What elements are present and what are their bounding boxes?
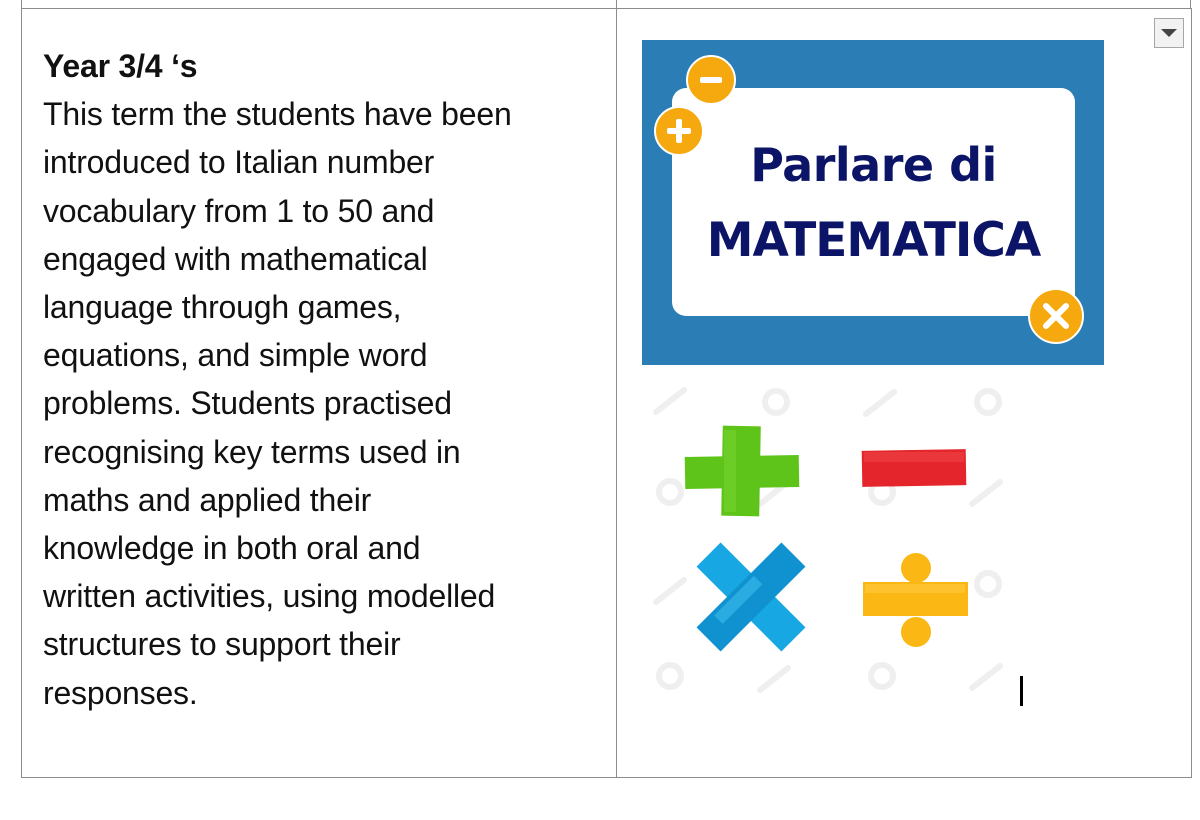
table-right-border (1190, 0, 1191, 8)
banner-title-line1: Parlare di (750, 138, 997, 192)
table-left-border (21, 0, 22, 8)
divide-icon (863, 553, 968, 647)
math-operations-image[interactable] (642, 380, 1022, 700)
minus-badge-icon (686, 55, 736, 105)
plus-badge-icon (654, 106, 704, 156)
times-badge-icon (1028, 288, 1084, 344)
parlare-di-matematica-banner[interactable] (642, 40, 1104, 365)
triangle-down-icon (1160, 28, 1178, 38)
banner-card (672, 88, 1075, 316)
cell-heading: Year 3/4 ‘s (43, 48, 198, 84)
text-cursor (1020, 676, 1023, 706)
multiply-icon (697, 543, 806, 652)
cell-body-text: This term the students have been introduced to Italian number vocabulary from 1 to 50 and engaged with mathematical language through games, equations, and simple word problems. Students practised recognising key terms used in maths and applied their knowledge in both oral and written activities, using modelled structures to support their responses. (43, 96, 512, 711)
plus-icon (685, 426, 800, 517)
table-column-divider (616, 8, 617, 777)
text-cell[interactable] (43, 42, 608, 717)
minus-icon (862, 449, 967, 487)
banner-title-line2: MATEMATICA (706, 213, 1041, 268)
table-dropdown-button[interactable] (1154, 18, 1184, 48)
table-column-border (616, 0, 617, 8)
table-row-divider (22, 8, 1191, 9)
